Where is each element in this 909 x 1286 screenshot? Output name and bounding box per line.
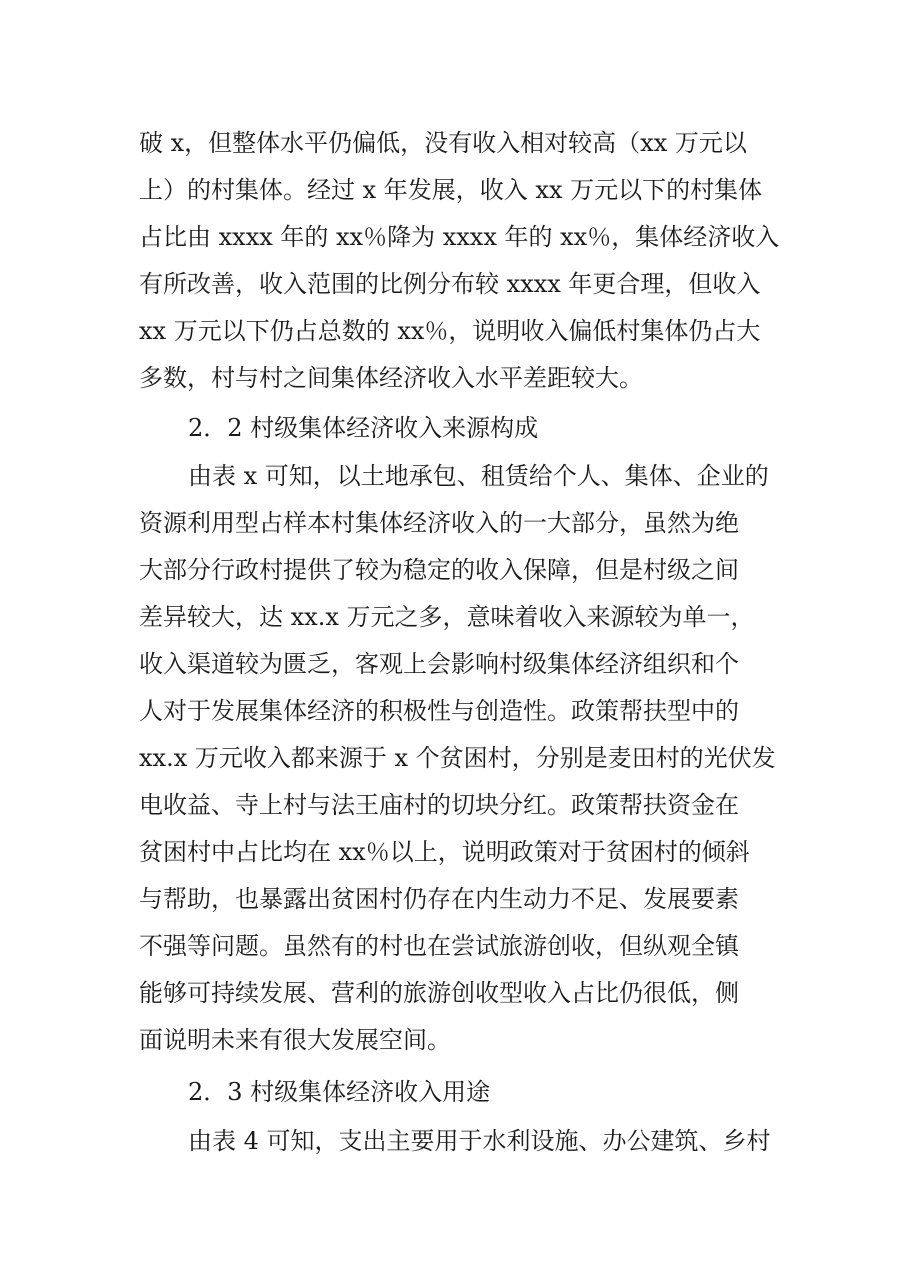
paragraph-line: 不强等问题。虽然有的村也在尝试旅游创收，但纵观全镇 <box>139 932 739 960</box>
paragraph-line: 面说明未来有很大发展空间。 <box>139 1026 451 1054</box>
section-heading: 2．2 村级集体经济收入来源构成 <box>188 414 539 442</box>
paragraph-line: 能够可持续发展、营利的旅游创收型收入占比仍很低，侧 <box>139 979 739 1007</box>
paragraph-line: 占比由 xxxx 年的 xx％降为 xxxx 年的 xx％，集体经济收入 <box>139 223 780 251</box>
paragraph-line: 收入渠道较为匮乏，客观上会影响村级集体经济组织和个 <box>139 650 739 678</box>
paragraph-line: 有所改善，收入范围的比例分布较 xxxx 年更合理，但收入 <box>139 270 761 298</box>
paragraph-line: 人对于发展集体经济的积极性与创造性。政策帮扶型中的 <box>139 697 739 725</box>
paragraph-line: 大部分行政村提供了较为稳定的收入保障，但是村级之间 <box>139 556 739 584</box>
paragraph-line: 上）的村集体。经过 x 年发展，收入 xx 万元以下的村集体 <box>139 176 763 204</box>
paragraph-line: 电收益、寺上村与法王庙村的切块分红。政策帮扶资金在 <box>139 791 739 819</box>
paragraph-line: xx.x 万元收入都来源于 x 个贫困村，分别是麦田村的光伏发 <box>139 744 776 772</box>
paragraph-line: 破 x，但整体水平仍偏低，没有收入相对较高（xx 万元以 <box>139 129 747 157</box>
paragraph-line: 由表 4 可知，支出主要用于水利设施、办公建筑、乡村 <box>188 1127 771 1155</box>
paragraph-line: 由表 x 可知，以土地承包、租赁给个人、集体、企业的 <box>188 462 769 490</box>
paragraph-line: xx 万元以下仍占总数的 xx％，说明收入偏低村集体仍占大 <box>139 317 761 345</box>
paragraph-line: 差异较大，达 xx.x 万元之多，意味着收入来源较为单一， <box>139 603 755 631</box>
paragraph-line: 资源利用型占样本村集体经济收入的一大部分，虽然为绝 <box>139 509 739 537</box>
paragraph-line: 贫困村中占比均在 xx％以上，说明政策对于贫困村的倾斜 <box>139 838 750 866</box>
paragraph-line: 多数，村与村之间集体经济收入水平差距较大。 <box>139 364 643 392</box>
section-heading: 2．3 村级集体经济收入用途 <box>188 1078 491 1106</box>
paragraph-line: 与帮助，也暴露出贫困村仍存在内生动力不足、发展要素 <box>139 885 739 913</box>
